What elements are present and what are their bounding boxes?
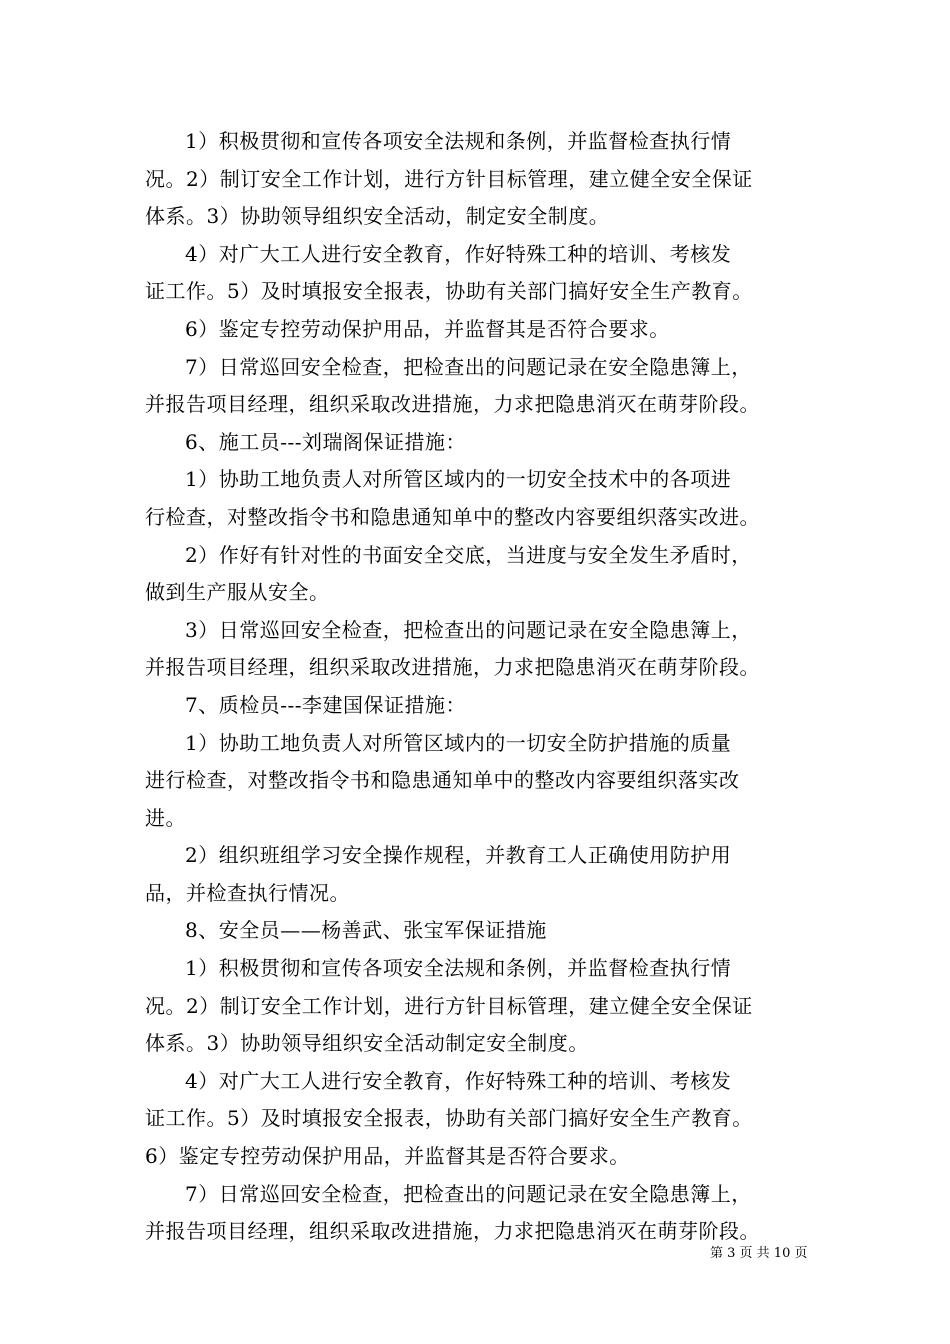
paragraph-7 [145, 537, 805, 612]
text-line: 6、施工员---刘瑞阁保证措施： [185, 429, 466, 454]
text-line: 2）组织班组学习安全操作规程，并教育工人正确使用防护用 [185, 843, 732, 868]
text-line: 6）鉴定专控劳动保护用品，并监督其是否符合要求。 [145, 1144, 630, 1169]
text-line: 1）协助工地负责人对所管区域内的一切安全技术中的各项进 [185, 467, 732, 492]
text-line: 并报告项目经理，组织采取改进措施，力求把隐患消灭在萌芽阶段。 [145, 392, 760, 417]
text-line: 况。2）制订安全工作计划，进行方针目标管理，建立健全安全保证 [145, 166, 753, 191]
text-line: 7、质检员---李建国保证措施： [185, 692, 466, 717]
text-line: 6）鉴定专控劳动保护用品，并监督其是否符合要求。 [185, 316, 670, 341]
text-line: 7）日常巡回安全检查，把检查出的问题记录在安全隐患簿上， [185, 1181, 752, 1206]
paragraph-11 [145, 837, 805, 912]
section-heading-construction-worker [145, 424, 805, 462]
text-line: 1）协助工地负责人对所管区域内的一切安全防护措施的质量 [185, 730, 732, 755]
paragraph-10 [145, 725, 805, 838]
section-heading-safety-officer [145, 912, 805, 950]
document-body [145, 123, 805, 1251]
paragraph-15 [145, 1176, 805, 1251]
paragraph-2 [145, 236, 805, 311]
text-line: 1）积极贯彻和宣传各项安全法规和条例，并监督检查执行情 [185, 956, 732, 981]
text-line: 1）积极贯彻和宣传各项安全法规和条例，并监督检查执行情 [185, 129, 732, 153]
text-line: 品，并检查执行情况。 [145, 880, 350, 905]
text-line: 况。2）制订安全工作计划，进行方针目标管理，建立健全安全保证 [145, 993, 753, 1018]
text-line: 8、安全员——杨善武、张宝军保证措施 [185, 918, 547, 943]
text-line: 证工作。5）及时填报安全报表，协助有关部门搞好安全生产教育。 [145, 279, 753, 304]
paragraph-14 [145, 1063, 805, 1176]
text-line: 并报告项目经理，组织采取改进措施，力求把隐患消灭在萌芽阶段。 [145, 655, 760, 680]
text-line: 2）作好有针对性的书面安全交底，当进度与安全发生矛盾时， [185, 542, 752, 567]
text-line: 进行检查，对整改指令书和隐患通知单中的整改内容要组织落实改 [145, 768, 740, 793]
paragraph-3 [145, 311, 805, 349]
paragraph-13 [145, 950, 805, 1063]
text-line: 体系。3）协助领导组织安全活动制定安全制度。 [145, 1031, 589, 1056]
text-line: 行检查，对整改指令书和隐患通知单中的整改内容要组织落实改进。 [145, 504, 760, 529]
paragraph-4 [145, 349, 805, 424]
text-line: 3）日常巡回安全检查，把检查出的问题记录在安全隐患簿上， [185, 617, 752, 642]
paragraph-6 [145, 461, 805, 536]
text-line: 做到生产服从安全。 [145, 580, 330, 605]
paragraph-8 [145, 612, 805, 687]
text-line: 进。 [145, 805, 186, 830]
section-heading-quality-inspector [145, 687, 805, 725]
paragraph-1 [145, 123, 805, 236]
text-line: 证工作。5）及时填报安全报表，协助有关部门搞好安全生产教育。 [145, 1106, 753, 1131]
page-number-footer: 第 3 页 共 10 页 [710, 1246, 808, 1261]
text-line: 4）对广大工人进行安全教育，作好特殊工种的培训、考核发 [185, 1068, 732, 1093]
text-line: 4）对广大工人进行安全教育，作好特殊工种的培训、考核发 [185, 241, 732, 266]
text-line: 体系。3）协助领导组织安全活动，制定安全制度。 [145, 204, 610, 229]
text-line: 并报告项目经理，组织采取改进措施，力求把隐患消灭在萌芽阶段。 [145, 1219, 760, 1244]
text-line: 7）日常巡回安全检查，把检查出的问题记录在安全隐患簿上， [185, 354, 752, 379]
